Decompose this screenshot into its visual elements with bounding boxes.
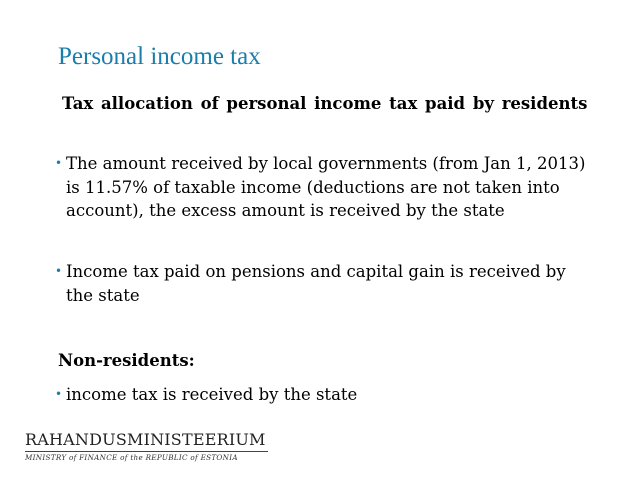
bullet-item [55,152,595,223]
bullet-marker: • [55,264,63,278]
logo-name: RAHANDUSMINISTEERIUM [25,430,266,449]
bullet-marker: • [55,156,63,170]
bullet-text: The amount received by local governments (from Jan 1, 2013) is 11.57% of taxable income (deductions are not taken into account), the excess amount is received by the state [66,154,586,220]
bullet-item [55,383,575,407]
nonresidents-heading: Non-residents: [58,351,195,370]
bullet-text: Income tax paid on pensions and capital gain is received by the state [66,262,566,305]
ministry-logo [25,430,275,462]
logo-divider [25,451,268,452]
slide-title: Personal income tax [58,43,261,70]
bullet-item [55,260,575,307]
bullet-text: income tax is received by the state [66,385,358,404]
subheading: Tax allocation of personal income tax paid by residents [62,94,588,113]
logo-tagline: MINISTRY of FINANCE of the REPUBLIC of ESTONIA [25,453,238,462]
bullet-marker: • [55,387,63,401]
